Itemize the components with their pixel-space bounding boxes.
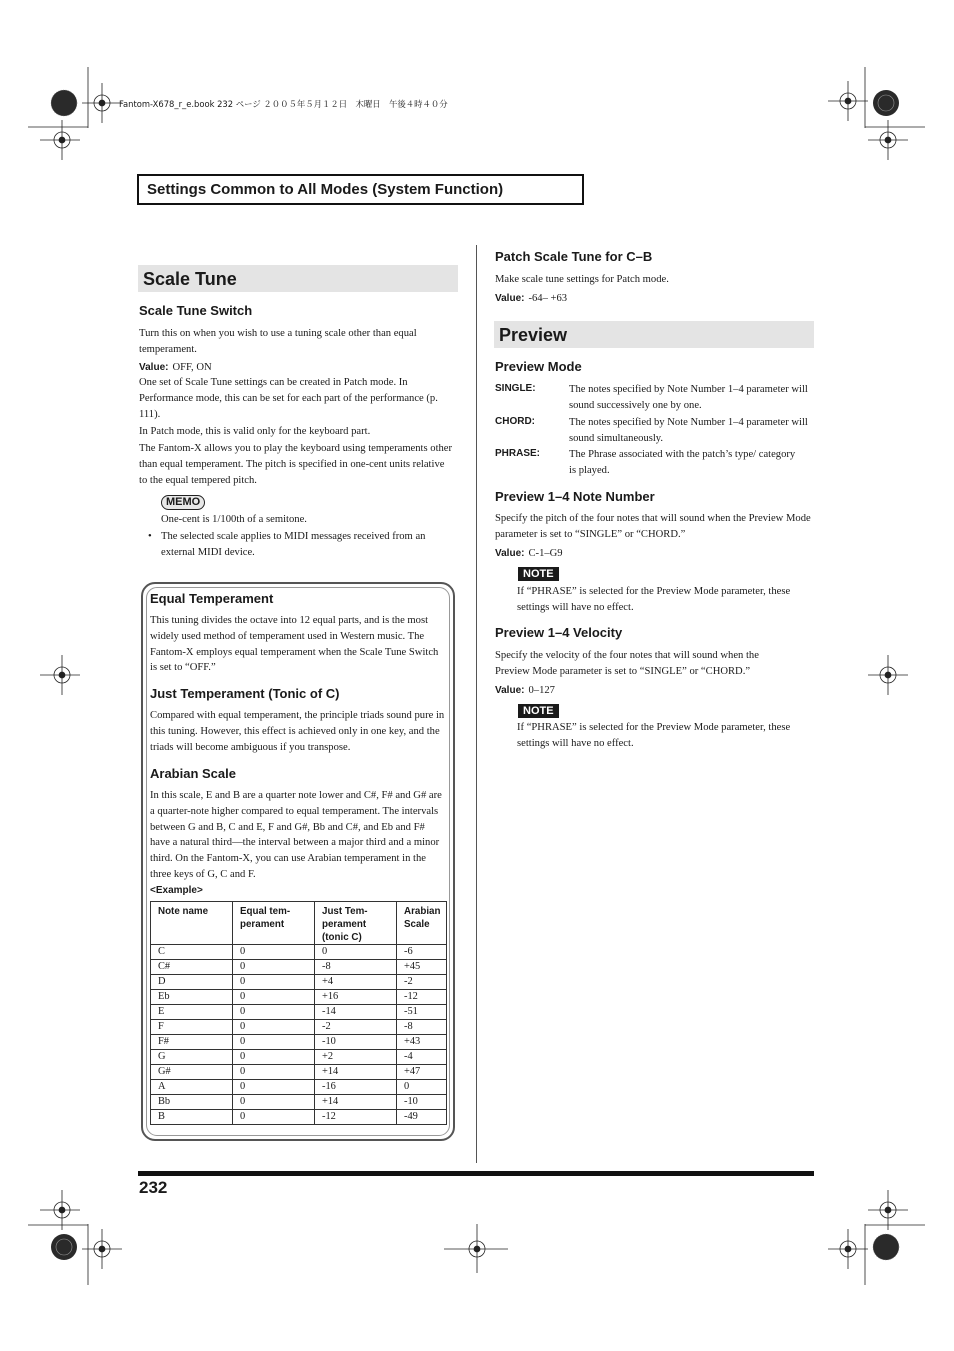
table-cell: G: [151, 1050, 233, 1065]
chapter-title: Settings Common to All Modes (System Function): [147, 181, 504, 198]
table-cell: -10: [397, 1095, 447, 1110]
table-row: [151, 945, 447, 960]
table-cell: F#: [151, 1035, 233, 1050]
table-row: [151, 1095, 447, 1110]
table-header-row: [151, 902, 447, 945]
memo-badge: MEMO: [161, 495, 205, 510]
table-cell: -4: [397, 1050, 447, 1065]
table-cell: -8: [397, 1020, 447, 1035]
table-cell: 0: [233, 960, 315, 975]
preview-title: Preview: [494, 321, 814, 348]
mode-chord-text: The notes specified by Note Number 1–4 parameter will sound simultaneously.: [569, 417, 808, 444]
table-row: [151, 1080, 447, 1095]
table-cell: 0: [315, 945, 397, 960]
table-cell: 0: [233, 1020, 315, 1035]
arabian-scale-heading: Arabian Scale: [150, 766, 236, 781]
scale-tune-switch-p4: The Fantom-X allows you to play the keyboard using temperaments other than equal temperament. The pitch is specified in one-cent units relative to the equal tempered pitch.: [139, 443, 453, 486]
table-row: [151, 1035, 447, 1050]
equal-temperament-text: This tuning divides the octave into 12 equal parts, and is the most widely used method of temperament used in Western music. The Fantom-X employs equal temperament when the Scale Tune Switch is set to “OFF.”: [150, 615, 439, 674]
table-cell: -2: [397, 975, 447, 990]
table-cell: -6: [397, 945, 447, 960]
table-header-cell: Note name: [151, 902, 233, 945]
velocity-heading: Preview 1–4 Velocity: [495, 625, 623, 640]
scale-tune-switch-p3: In Patch mode, this is valid only for the keyboard part.: [139, 426, 371, 437]
note-badge: NOTE: [518, 704, 559, 718]
table-cell: 0: [233, 1005, 315, 1020]
example-label: <Example>: [150, 885, 203, 896]
table-row: [151, 975, 447, 990]
table-cell: -8: [315, 960, 397, 975]
table-row: [151, 1020, 447, 1035]
value-label: Value:: [495, 685, 525, 696]
scale-tune-title: Scale Tune: [138, 265, 458, 292]
bullet-mark: •: [148, 531, 152, 542]
mode-single-label: SINGLE:: [495, 383, 536, 394]
table-cell: -12: [397, 990, 447, 1005]
table-cell: C: [151, 945, 233, 960]
value-text: 0–127: [528, 685, 555, 696]
table-row: [151, 990, 447, 1005]
note-number-text: Specify the pitch of the four notes that will sound when the Preview Mode parameter is set to “SINGLE” or “CHORD.”: [495, 513, 811, 540]
mode-single-text: The notes specified by Note Number 1–4 parameter will sound successively one by one.: [569, 384, 808, 411]
table-cell: G#: [151, 1065, 233, 1080]
table-cell: -2: [315, 1020, 397, 1035]
note-badge: NOTE: [518, 567, 559, 581]
scale-table: [150, 901, 447, 1125]
table-cell: 0: [233, 1110, 315, 1125]
table-cell: 0: [233, 990, 315, 1005]
value-label: Value:: [139, 362, 169, 373]
table-row: [151, 960, 447, 975]
table-cell: +43: [397, 1035, 447, 1050]
equal-temperament-heading: Equal Temperament: [150, 591, 274, 606]
page-number: 232: [139, 1178, 168, 1197]
table-cell: B: [151, 1110, 233, 1125]
table-cell: -10: [315, 1035, 397, 1050]
table-cell: 0: [233, 945, 315, 960]
table-cell: 0: [397, 1080, 447, 1095]
value-text: OFF, ON: [172, 362, 212, 373]
table-cell: +4: [315, 975, 397, 990]
table-row: [151, 1050, 447, 1065]
table-cell: 0: [233, 975, 315, 990]
table-cell: -12: [315, 1110, 397, 1125]
mode-chord-label: CHORD:: [495, 416, 535, 427]
table-cell: 0: [233, 1050, 315, 1065]
value-text: C-1–G9: [528, 548, 563, 559]
just-temperament-heading: Just Temperament (Tonic of C): [150, 686, 340, 701]
note-number-note-text: If “PHRASE” is selected for the Preview Mode parameter, these settings will have no effect.: [517, 586, 791, 613]
mode-phrase-label: PHRASE:: [495, 448, 541, 459]
velocity-value: [495, 681, 555, 698]
scale-tune-switch-p2: One set of Scale Tune settings can be created in Patch mode. In Performance mode, this can be set for each part of the performance (p. 111).: [139, 377, 438, 420]
mode-phrase-text: The Phrase associated with the patch’s type/ category is played.: [569, 449, 796, 476]
table-header-cell: Just Tem- perament (tonic C): [315, 902, 397, 945]
table-cell: Bb: [151, 1095, 233, 1110]
table-cell: C#: [151, 960, 233, 975]
table-row: [151, 1065, 447, 1080]
table-cell: +16: [315, 990, 397, 1005]
table-cell: A: [151, 1080, 233, 1095]
patch-scale-text: Make scale tune settings for Patch mode.: [495, 274, 669, 285]
table-cell: +45: [397, 960, 447, 975]
table-cell: E: [151, 1005, 233, 1020]
table-header-cell: Equal tem- perament: [233, 902, 315, 945]
table-cell: 0: [233, 1095, 315, 1110]
table-cell: +14: [315, 1065, 397, 1080]
chapter-title-box: [137, 174, 584, 205]
memo-text: One-cent is 1/100th of a semitone.: [161, 514, 307, 525]
scale-tune-switch-p1: Turn this on when you wish to use a tuning scale other than equal temperament.: [139, 328, 417, 355]
velocity-text: Specify the velocity of the four notes that will sound when the Preview Mode parameter is set to “SINGLE” or “CHORD.”: [495, 650, 759, 677]
preview-mode-heading: Preview Mode: [495, 359, 582, 374]
velocity-note-text: If “PHRASE” is selected for the Preview Mode parameter, these settings will have no effect.: [517, 722, 791, 749]
column-divider: [476, 245, 477, 1163]
table-cell: 0: [233, 1065, 315, 1080]
arabian-scale-text: In this scale, E and B are a quarter note lower and C#, F# and G# are a quarter-note higher compared to equal temperament. The intervals between G and B, C and E, F and G#, Bb and C#, and Eb and F# have a natural third—the interval between a major third and a minor third. On the Fantom-X, you can use Arabian temperament in the three keys of G, C and F.: [150, 790, 442, 880]
table-header-cell: Arabian Scale: [397, 902, 447, 945]
file-info: Fantom-X678_r_e.book 232 ページ ２００５年５月１２日 木曜日 午後４時４０分: [119, 99, 448, 109]
value-label: Value:: [495, 293, 525, 304]
table-cell: Eb: [151, 990, 233, 1005]
scale-tune-switch-heading: Scale Tune Switch: [139, 303, 253, 318]
table-cell: -14: [315, 1005, 397, 1020]
table-cell: F: [151, 1020, 233, 1035]
table-cell: -51: [397, 1005, 447, 1020]
table-cell: -16: [315, 1080, 397, 1095]
note-number-value: [495, 544, 563, 561]
table-cell: +47: [397, 1065, 447, 1080]
just-temperament-text: Compared with equal temperament, the principle triads sound pure in this tuning. However, this effect is achieved only in one key, and the triads will become ambiguous if you transpose.: [150, 710, 445, 753]
table-cell: +2: [315, 1050, 397, 1065]
value-text: -64– +63: [528, 293, 568, 304]
note-number-heading: Preview 1–4 Note Number: [495, 489, 655, 504]
patch-scale-heading: Patch Scale Tune for C–B: [495, 249, 653, 264]
scale-tune-switch-value: [139, 358, 212, 375]
value-label: Value:: [495, 548, 525, 559]
table-cell: 0: [233, 1080, 315, 1095]
table-cell: 0: [233, 1035, 315, 1050]
patch-scale-value: [495, 289, 567, 306]
table-row: [151, 1110, 447, 1125]
bullet-text: The selected scale applies to MIDI messages received from an external MIDI device.: [161, 531, 426, 558]
table-cell: D: [151, 975, 233, 990]
table-cell: -49: [397, 1110, 447, 1125]
table-row: [151, 1005, 447, 1020]
table-cell: +14: [315, 1095, 397, 1110]
footer-rule: [138, 1171, 814, 1176]
